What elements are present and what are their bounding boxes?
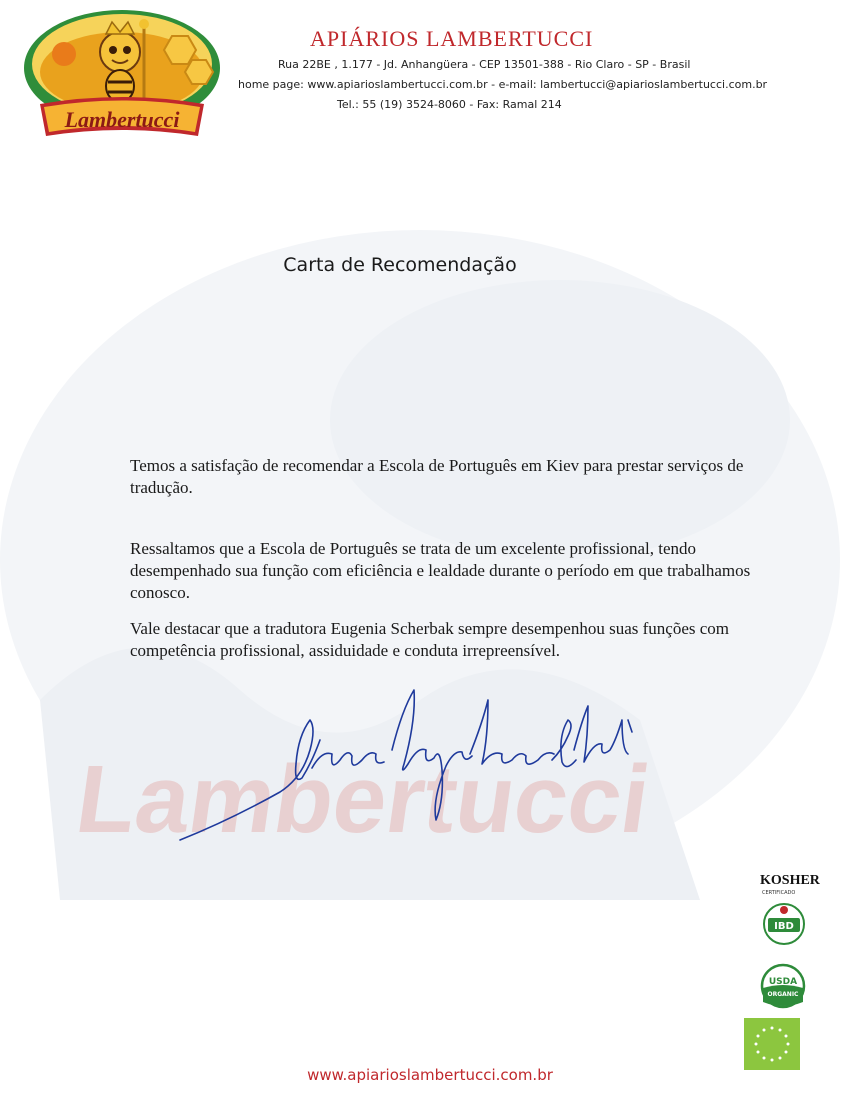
svg-text:ORGANIC: ORGANIC [767,991,799,998]
svg-text:Lambertucci: Lambertucci [64,107,180,132]
paragraph-performance: Ressaltamos que a Escola de Português se trata de um excelente profissional, tendo desempenhado sua função com eficiência e lealdade durante o período em que trabalhamos conosco. [130,539,751,602]
svg-text:KOSHER: KOSHER [760,873,820,888]
svg-text:CERTIFICADO: CERTIFICADO [762,890,796,896]
footer-website: www.apiarioslambertucci.com.br [307,1066,553,1084]
company-name: APIÁRIOS LAMBERTUCCI [310,26,594,51]
svg-text:USDA: USDA [768,977,798,987]
paragraph-recommendation: Temos a satisfação de recomendar a Escola de Português em Kiev para prestar serviços de tradução. [130,456,744,497]
company-phone: Tel.: 55 (19) 3524-8060 - Fax: Ramal 214 [337,98,562,111]
document-title: Carta de Recomendação [283,254,517,276]
company-logo [22,6,222,144]
svg-text:IBD: IBD [774,921,794,932]
company-web-email: home page: www.apiarioslambertucci.com.br - e-mail: lambertucci@apiarioslambertucci.com.br [238,78,768,91]
svg-text:Lambertucci: Lambertucci [70,746,656,853]
eu-organic-leaf-icon [744,1018,800,1070]
company-address: Rua 22BE , 1.177 - Jd. Anhangüera - CEP 13501-388 - Rio Claro - SP - Brasil [278,58,691,71]
handwritten-signature [170,680,640,850]
usda-organic-seal [757,962,803,1010]
paragraph-translator: Vale destacar que a tradutora Eugenia Scherbak sempre desempenhou suas funções com competência profissional, assiduidade e conduta irrepreensível. [130,619,730,660]
ibd-organic-seal [762,896,800,952]
